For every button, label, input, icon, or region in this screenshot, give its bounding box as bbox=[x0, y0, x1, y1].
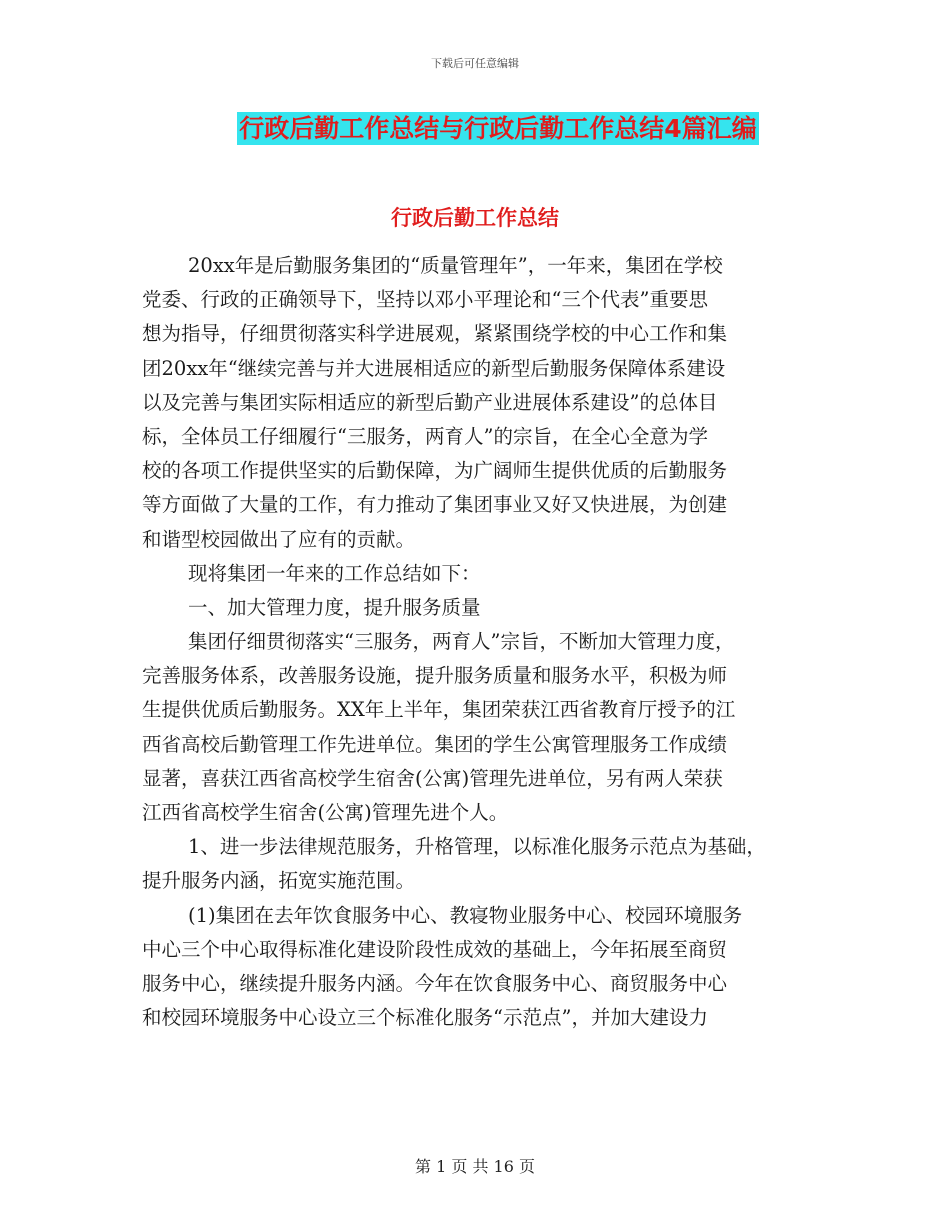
text-line: 标，全体员工仔细履行“三服务，两育人”的宗旨，在全心全意为学 bbox=[142, 424, 708, 448]
text-line: 和校园环境服务中心设立三个标准化服务“示范点”，并加大建设力 bbox=[142, 1006, 708, 1030]
text-line: 服务中心，继续提升服务内涵。今年在饮食服务中心、商贸服务中心 bbox=[142, 971, 728, 995]
header-note: 下载后可任意编辑 bbox=[431, 57, 519, 70]
text-line: 显著，喜获江西省高校学生宿舍(公寓)管理先进单位，另有两人荣获 bbox=[142, 766, 723, 790]
document-title-text: 行政后勤工作总结与行政后勤工作总结4篇汇编 bbox=[239, 114, 757, 143]
text-line: 完善服务体系，改善服务设施，提升服务质量和服务水平，积极为师 bbox=[142, 664, 728, 688]
text-line: 和谐型校园做出了应有的贡献。 bbox=[142, 527, 416, 551]
text-line: 想为指导，仔细贯彻落实科学进展观，紧紧围绕学校的中心工作和集 bbox=[142, 322, 728, 346]
text-line: 西省高校后勤管理工作先进单位。集团的学生公寓管理服务工作成绩 bbox=[142, 732, 728, 756]
text-line: 集团仔细贯彻落实“三服务，两育人”宗旨，不断加大管理力度， bbox=[188, 630, 735, 654]
text-line: 现将集团一年来的工作总结如下： bbox=[188, 561, 481, 585]
body-text bbox=[142, 249, 832, 1035]
text-line: 江西省高校学生宿舍(公寓)管理先进个人。 bbox=[142, 801, 509, 824]
text-line: 20xx年是后勤服务集团的“质量管理年”，一年来，集团在学校 bbox=[188, 254, 723, 277]
text-line: 团20xx年“继续完善与并大进展相适应的新型后勤服务保障体系建设 bbox=[142, 356, 726, 380]
page-footer: 第 1 页 共 16 页 bbox=[415, 1157, 535, 1176]
text-line: 等方面做了大量的工作，有力推动了集团事业又好又快进展，为创建 bbox=[142, 493, 728, 517]
text-line: 生提供优质后勤服务。XX年上半年，集团荣获江西省教育厅授予的江 bbox=[142, 698, 736, 722]
document-title bbox=[0, 112, 950, 145]
text-line: 党委、行政的正确领导下，坚持以邓小平理论和“三个代表”重要思 bbox=[142, 288, 708, 312]
text-line: 校的各项工作提供坚实的后勤保障，为广阔师生提供优质的后勤服务 bbox=[142, 459, 728, 483]
text-line: 提升服务内涵，拓宽实施范围。 bbox=[142, 869, 416, 893]
text-line: 1、进一步法律规范服务，升格管理，以标准化服务示范点为基础， bbox=[188, 835, 766, 859]
section-title: 行政后勤工作总结 bbox=[391, 206, 559, 230]
text-line: 以及完善与集团实际相适应的新型后勤产业进展体系建设”的总体目 bbox=[142, 390, 718, 414]
text-line: 一、加大管理力度，提升服务质量 bbox=[188, 595, 481, 619]
text-line: (1)集团在去年饮食服务中心、教寝物业服务中心、校园环境服务 bbox=[188, 903, 743, 927]
text-line: 中心三个中心取得标准化建设阶段性成效的基础上，今年拓展至商贸 bbox=[142, 937, 728, 961]
